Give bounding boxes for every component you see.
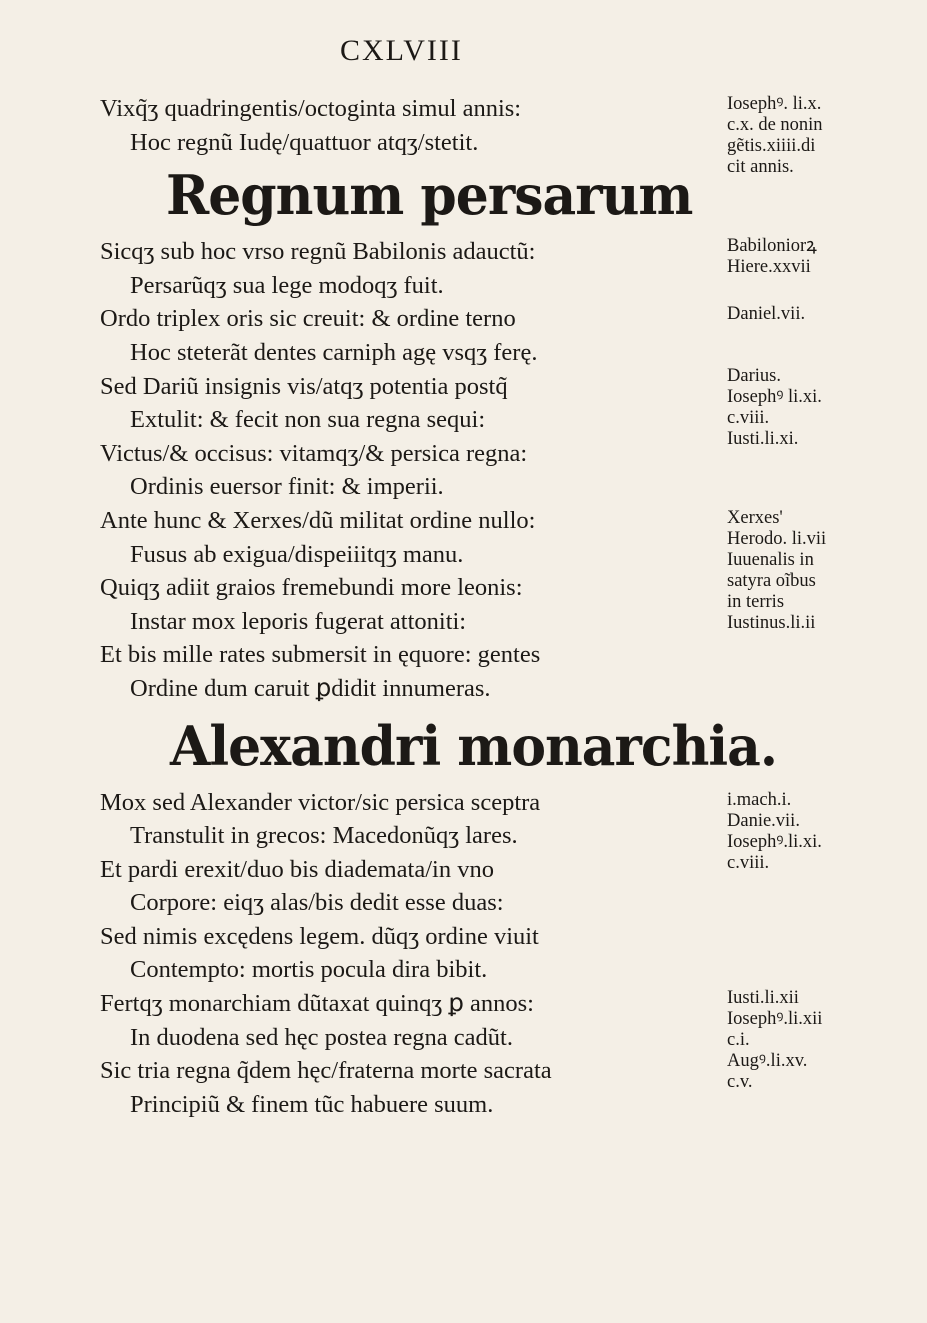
verse-line: Ordinis euersor finit: & imperii.: [130, 473, 444, 501]
margin-note-line: cit annis.: [727, 157, 794, 177]
verse-line: Transtulit in grecos: Macedonũqʒ lares.: [130, 822, 518, 850]
verse-line: Quiqʒ adiit graios fremebundi more leonis:: [100, 574, 523, 602]
verse-line: Instar mox leporis fugerat attoniti:: [130, 607, 467, 635]
margin-note-line: Darius.: [727, 366, 781, 386]
margin-note-line: gẽtis.xiiii.di: [727, 136, 816, 156]
margin-note-line: Iosephꝰ.li.xi.: [727, 832, 822, 852]
verse-line: Vixq̃ʒ quadringentis/octoginta simul annis:: [100, 95, 522, 122]
verse-line: Hoc steterãt dentes carniph agę vsqʒ ferę.: [130, 338, 538, 366]
verse-line: Sed Dariũ insignis vis/atqʒ potentia postq̃: [100, 372, 508, 400]
verse-line: Sed nimis excędens legem. dũqʒ ordine viuit: [100, 922, 539, 950]
margin-note: [727, 988, 897, 1093]
verse-line: In duodena sed hęc postea regna cadũt.: [130, 1023, 513, 1051]
margin-note-line: Hiere.xxvii: [727, 257, 811, 277]
margin-note-line: c.viii.: [727, 853, 770, 873]
margin-note-line: Iusti.li.xi.: [727, 429, 799, 449]
margin-note-line: Herodo. li.vii: [727, 529, 827, 549]
verse-line: Contempto: mortis pocula dira bibit.: [130, 956, 488, 984]
margin-note-line: i.mach.i.: [727, 790, 792, 810]
margin-note-line: Iustinus.li.ii: [727, 613, 816, 633]
margin-note: [727, 508, 897, 634]
margin-note-line: Iosephꝰ. li.x.: [727, 94, 822, 114]
margin-note: [727, 304, 897, 325]
margin-note: [727, 366, 897, 450]
margin-note-line: Xerxes': [727, 508, 783, 528]
margin-note-line: Augꝰ.li.xv.: [727, 1051, 808, 1071]
margin-note-line: c.viii.: [727, 408, 770, 428]
folio-number: CXLVIII: [340, 34, 463, 67]
margin-note-line: in terris: [727, 592, 785, 612]
verse-line: Et pardi erexit/duo bis diademata/in vno: [100, 855, 494, 883]
verse-line: Victus/& occisus: vitamqʒ/& persica regna:: [100, 439, 528, 467]
margin-note-line: Iosephꝰ.li.xii: [727, 1009, 823, 1029]
verse-line: Fusus ab exigua/dispeiiitqʒ manu.: [130, 540, 464, 568]
verse-line: Mox sed Alexander victor/sic persica sceptra: [100, 788, 541, 816]
verse-line: Sicqʒ sub hoc vrso regnũ Babilonis adauctũ:: [100, 238, 536, 266]
verse-line: Extulit: & fecit non sua regna sequi:: [130, 406, 486, 434]
verse-line: Sic tria regna q̃dem hęc/fraterna morte sacrata: [100, 1057, 552, 1085]
verse-line: Fertqʒ monarchiam dũtaxat quinqʒ ꝑ annos:: [100, 990, 534, 1018]
margin-note-line: c.v.: [727, 1072, 753, 1092]
margin-note-line: Danie.vii.: [727, 811, 800, 831]
section-heading-alexandri: Alexandri monarchia.: [170, 713, 777, 778]
margin-note-line: c.x. de nonin: [727, 115, 823, 135]
verse-line: Ordo triplex oris sic creuit: & ordine terno: [100, 305, 516, 333]
margin-note-line: satyra oĩbus: [727, 571, 816, 591]
margin-note: [727, 94, 897, 178]
verse-line: Ordine dum caruit ꝑdidit innumeras.: [130, 674, 491, 702]
margin-note-line: c.i.: [727, 1030, 750, 1050]
verse-line: Hoc regnũ Iudę/quattuor atqʒ/stetit.: [130, 128, 479, 156]
verse-line: Principiũ & finem tũc habuere suum.: [130, 1090, 494, 1118]
section-heading-persarum: Regnum persarum: [166, 163, 693, 228]
margin-note: [727, 236, 897, 278]
margin-note: [727, 790, 897, 874]
margin-note-line: Iosephꝰ li.xi.: [727, 387, 822, 407]
verse-line: Persarũqʒ sua lege modoqʒ fuit.: [130, 271, 444, 299]
verse-line: Et bis mille rates submersit in ęquore: gentes: [100, 641, 541, 669]
margin-note-line: Iuuenalis in: [727, 550, 814, 570]
verse-line: Corpore: eiqʒ alas/bis dedit esse duas:: [130, 889, 504, 917]
verse-line: Ante hunc & Xerxes/dũ militat ordine nullo:: [100, 506, 536, 534]
margin-note-line: Iusti.li.xii: [727, 988, 799, 1008]
margin-note-line: Babiloniorꝝ: [727, 236, 817, 256]
margin-note-line: Daniel.vii.: [727, 304, 806, 324]
